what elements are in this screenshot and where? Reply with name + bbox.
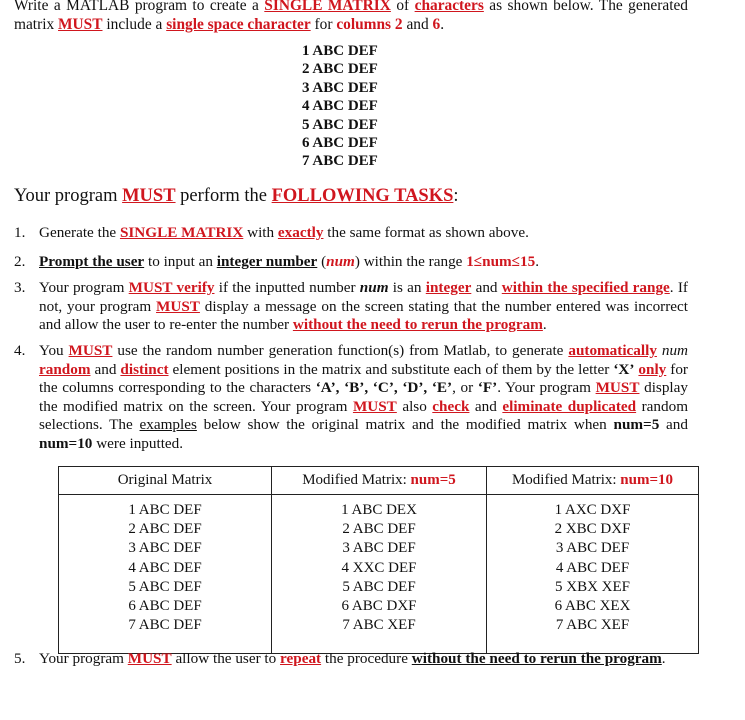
matrix-row: 7 ABC DEF xyxy=(302,153,378,170)
matrix-row: 3 ABC DEF xyxy=(128,540,202,557)
task-3 xyxy=(14,279,688,335)
matrix-row: 2 XBC DXF xyxy=(554,521,631,538)
example-matrices-table xyxy=(58,466,699,654)
matrix-row: 5 ABC DEF xyxy=(302,116,378,133)
matrix-row: 7 ABC XEF xyxy=(342,617,416,634)
task-number: 1. xyxy=(14,224,26,241)
table-row xyxy=(59,495,699,654)
task-text: Generate the SINGLE MATRIX with exactly the same format as shown above. xyxy=(39,224,529,241)
matrix-row: 5 ABC DEF xyxy=(128,578,202,595)
task-number: 4. xyxy=(14,342,26,359)
matrix-row: 7 ABC XEF xyxy=(555,617,630,634)
matrix-row: 1 ABC DEF xyxy=(302,43,378,59)
matrix-row: 7 ABC DEF xyxy=(128,617,202,634)
matrix-row: 6 ABC DEF xyxy=(128,598,202,615)
matrix-row: 1 ABC DEX xyxy=(341,502,417,518)
matrix-row: 2 ABC DEF xyxy=(342,521,416,538)
task-2 xyxy=(14,253,688,272)
matrix-row: 2 ABC DEF xyxy=(302,61,378,78)
task-1 xyxy=(14,224,688,243)
matrix-row: 4 ABC DEF xyxy=(128,559,202,576)
tasks-heading: Your program MUST perform the FOLLOWING TASKS: xyxy=(14,186,459,206)
task-4 xyxy=(14,342,688,454)
matrix-row: 3 ABC DEF xyxy=(302,79,378,96)
task-number: 3. xyxy=(14,279,26,296)
task-number: 2. xyxy=(14,253,26,270)
table-header-row xyxy=(59,467,699,495)
task-text: Prompt the user to input an integer number (num) within the range 1≤num≤15. xyxy=(39,253,539,270)
task-text: Your program MUST verify if the inputted number num is an integer and within the specified range. If not, your program MUST display a message on the screen stating that the number entered was incorrect and allow the user to re-enter the number without the need to rerun the program. xyxy=(39,279,688,334)
matrix-row: 6 ABC XEX xyxy=(554,598,631,615)
matrix-row: 6 ABC DEF xyxy=(302,135,378,152)
header-modified-num5: Modified Matrix: num=5 xyxy=(272,467,487,495)
matrix-row: 1 ABC DEF xyxy=(128,502,202,518)
intro-paragraph: Write a MATLAB program to create a SINGLE MATRIX of characters as shown below. The generated matrix MUST include a single space character for columns 2 and 6. xyxy=(14,0,688,33)
task-text: Your program MUST allow the user to repeat the procedure without the need to rerun the program. xyxy=(39,650,666,667)
modified-num5-cell xyxy=(272,495,487,654)
matrix-row: 5 XBX XEF xyxy=(554,578,630,595)
matrix-row: 6 ABC DXF xyxy=(341,598,417,615)
task-5 xyxy=(14,650,689,669)
matrix-row: 2 ABC DEF xyxy=(128,521,202,538)
header-original-matrix: Original Matrix xyxy=(59,467,272,495)
matrix-row: 3 ABC DEF xyxy=(555,540,630,557)
matrix-row: 4 ABC DEF xyxy=(555,559,630,576)
task-number: 5. xyxy=(14,650,26,667)
matrix-row: 1 AXC DXF xyxy=(554,502,631,518)
modified-num10-cell xyxy=(487,495,699,654)
matrix-row: 4 ABC DEF xyxy=(302,98,378,115)
task-text: You MUST use the random number generation function(s) from Matlab, to generate automatically num random and distinct element positions in the matrix and substitute each of them by the letter ‘X’ only for the columns corresponding to the characters ‘A’, ‘B’, ‘C’, ‘D’, ‘E’, or ‘F’. Your program MUST display the modified matrix on the screen. Your program MUST also check and eliminate duplicated random selections. The examples below show the original matrix and the modified matrix when num=5 and num=10 were inputted. xyxy=(39,342,689,452)
sample-matrix xyxy=(302,42,378,171)
header-modified-num10: Modified Matrix: num=10 xyxy=(487,467,699,495)
matrix-row: 4 XXC DEF xyxy=(341,559,417,576)
matrix-row: 3 ABC DEF xyxy=(342,540,416,557)
matrix-row: 5 ABC DEF xyxy=(342,578,416,595)
original-matrix-cell xyxy=(59,495,272,654)
